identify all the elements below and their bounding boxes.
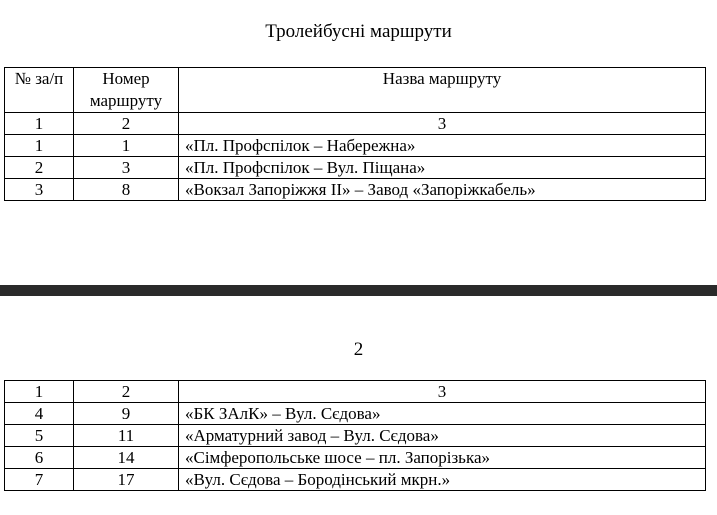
route-name: «Пл. Профспілок – Вул. Піщана»: [179, 157, 706, 179]
row-number: 3: [5, 179, 74, 201]
column-number-row: [5, 113, 706, 135]
row-number: 7: [5, 469, 74, 491]
table-row: [5, 179, 706, 201]
column-number-cell: 1: [5, 113, 74, 135]
table-row: [5, 157, 706, 179]
column-number-cell: 3: [179, 113, 706, 135]
page-title: Тролейбусні маршрути: [265, 21, 452, 42]
route-number: 3: [74, 157, 179, 179]
column-number-cell: 2: [74, 113, 179, 135]
table-row: [5, 403, 706, 425]
route-name: «БК ЗАлК» – Вул. Сєдова»: [179, 403, 706, 425]
column-number-cell: 1: [5, 381, 74, 403]
route-name: «Вул. Сєдова – Бородінський мкрн.»: [179, 469, 706, 491]
route-number: 8: [74, 179, 179, 201]
route-name: «Сімферопольське шосе – пл. Запорізька»: [179, 447, 706, 469]
row-number: 6: [5, 447, 74, 469]
table-row: [5, 469, 706, 491]
route-name: «Арматурний завод – Вул. Сєдова»: [179, 425, 706, 447]
row-number: 5: [5, 425, 74, 447]
column-number-cell: 3: [179, 381, 706, 403]
table-row: [5, 447, 706, 469]
column-number-cell: 2: [74, 381, 179, 403]
table-row: [5, 425, 706, 447]
page-divider: [0, 285, 717, 296]
row-number: 4: [5, 403, 74, 425]
header-route-number: Номер маршруту: [74, 68, 179, 113]
table-row: [5, 135, 706, 157]
row-number: 1: [5, 135, 74, 157]
column-number-row: [5, 381, 706, 403]
row-number: 2: [5, 157, 74, 179]
route-number: 11: [74, 425, 179, 447]
header-route-name: Назва маршруту: [179, 68, 706, 113]
routes-table-1: [4, 67, 706, 201]
route-number: 17: [74, 469, 179, 491]
header-number: № за/п: [5, 68, 74, 113]
route-name: «Пл. Профспілок – Набережна»: [179, 135, 706, 157]
route-number: 14: [74, 447, 179, 469]
route-number: 1: [74, 135, 179, 157]
route-name: «Вокзал Запоріжжя ІІ» – Завод «Запоріжкабель»: [179, 179, 706, 201]
table-header-row: [5, 68, 706, 113]
page-number: 2: [353, 339, 364, 360]
routes-table-2: [4, 380, 706, 491]
route-number: 9: [74, 403, 179, 425]
